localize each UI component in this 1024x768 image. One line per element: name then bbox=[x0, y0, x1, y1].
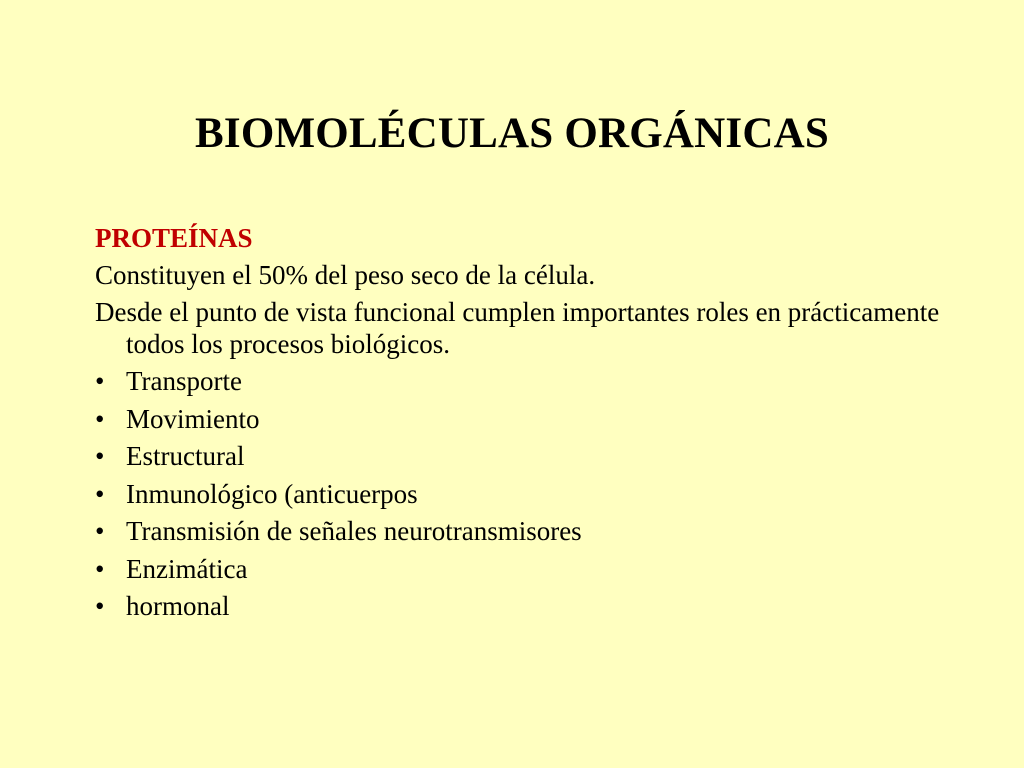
list-item-label: Enzimática bbox=[126, 553, 248, 584]
list-item-label: Transmisión de señales neurotransmisores bbox=[126, 516, 582, 546]
list-item bbox=[95, 440, 955, 472]
function-list bbox=[95, 365, 955, 622]
bullet-icon: • bbox=[95, 553, 105, 584]
section-heading: PROTEÍNAS bbox=[95, 223, 253, 253]
list-item-label: Movimiento bbox=[126, 403, 260, 434]
bullet-icon: • bbox=[95, 478, 105, 509]
list-item-label: Estructural bbox=[126, 441, 245, 471]
list-item bbox=[95, 365, 955, 397]
list-item bbox=[95, 403, 955, 435]
list-item bbox=[95, 515, 955, 547]
list-item-label: Inmunológico (anticuerpos bbox=[126, 478, 418, 509]
slide-title: BIOMOLÉCULAS ORGÁNICAS bbox=[195, 110, 829, 157]
bullet-icon: • bbox=[95, 591, 105, 621]
paragraph-dry-weight: Constituyen el 50% del peso seco de la célula. bbox=[95, 260, 596, 290]
slide-body bbox=[95, 222, 955, 628]
bullet-icon: • bbox=[95, 441, 105, 471]
bullet-icon: • bbox=[95, 366, 105, 396]
list-item-label: Transporte bbox=[126, 366, 243, 396]
paragraph-functional-roles: Desde el punto de vista funcional cumplen importantes roles en prácticamente todos los procesos biológicos. bbox=[95, 297, 940, 359]
list-item bbox=[95, 590, 955, 622]
bullet-icon: • bbox=[95, 516, 105, 546]
list-item-label: hormonal bbox=[126, 591, 230, 621]
list-item bbox=[95, 553, 955, 585]
list-item bbox=[95, 478, 955, 510]
bullet-icon: • bbox=[95, 403, 105, 434]
